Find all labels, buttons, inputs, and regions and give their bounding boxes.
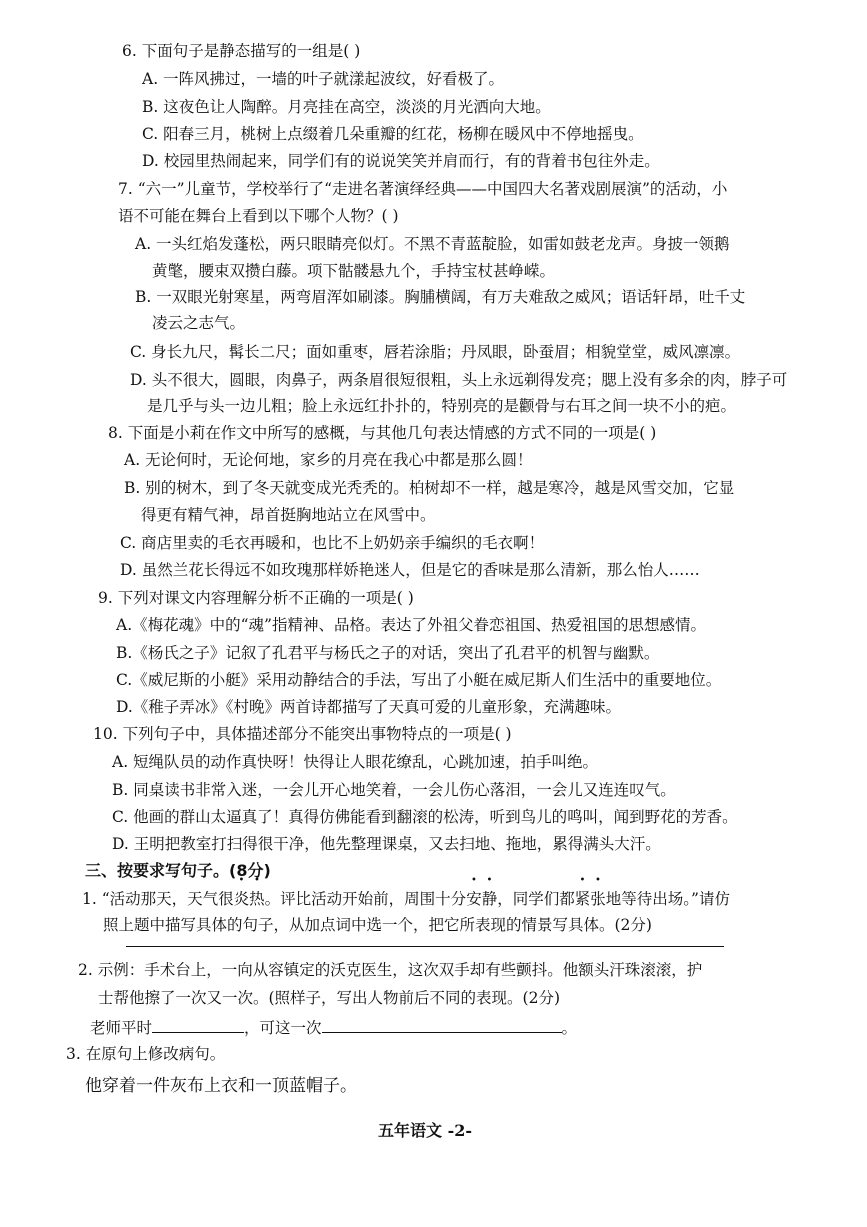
s2-line2: 士帮他擦了一次又一次。(照样子，写出人物前后不同的表现。(2分): [98, 989, 561, 1007]
s1-line1: [82, 889, 730, 909]
q7-stem-line1: 7. “六一”儿童节，学校举行了“走进名著演绎经典——中国四大名著戏剧展演”的活动，小: [118, 180, 728, 198]
q8-stem: 8. 下面是小莉在作文中所写的感概，与其他几句表达情感的方式不同的一项是( ): [108, 424, 657, 442]
s2-blank-1[interactable]: [152, 1016, 244, 1033]
dotted-word-2: 安静: [466, 890, 498, 908]
s2-blank-2[interactable]: [322, 1016, 562, 1033]
q10-option-d: D. 王明把教室打扫得很干净，他先整理课桌，又去扫地、拖地，累得满头大汗。: [112, 835, 661, 853]
q10-option-b: B. 同桌读书非常入迷，一会儿开心地笑着，一会儿伤心落泪，一会儿又连连叹气。: [112, 781, 676, 799]
q8-option-b-line2: 得更有精气神，昂首挺胸地站立在风雪中。: [141, 506, 436, 524]
s1-text-mid2: ，同学们都: [497, 890, 575, 908]
q10-stem: 10. 下列句子中，具体描述部分不能突出事物特点的一项是( ): [93, 725, 512, 743]
dotted-word-1: 炎热: [233, 890, 265, 908]
q7-option-b-line2: 凌云之志气。: [152, 314, 246, 332]
q6-option-c: C. 阳春三月，桃树上点缀着几朵重瓣的红花，杨柳在暖风中不停地摇曳。: [142, 125, 644, 143]
page-footer: 五年语文 -2-: [378, 1121, 472, 1140]
q7-option-d-line1: D. 头不很大，圆眼，肉鼻子，两条眉很短很粗，头上永远剃得发亮；腮上没有多余的肉，脖子可: [130, 371, 788, 389]
q8-option-c: C. 商店里卖的毛衣再暖和，也比不上奶奶亲手编织的毛衣啊！: [120, 534, 545, 552]
s1-text-mid: 。评比活动开始前，周围十分: [264, 890, 467, 908]
q7-option-c: C. 身长九尺，髯长二尺；面如重枣，唇若涂脂；丹凤眼，卧蚕眉；相貌堂堂，威风凛凛。: [130, 343, 741, 361]
q6-option-b: B. 这夜色让人陶醉。月亮挂在高空，淡淡的月光洒向大地。: [142, 98, 551, 116]
q9-option-d: D.《稚子弄冰》《村晚》两首诗都描写了天真可爱的儿童形象，充满趣味。: [116, 698, 622, 716]
q8-option-a: A. 无论何时，无论何地，家乡的月亮在我心中都是那么圆！: [124, 451, 533, 469]
s2-fill-label-c: 。: [561, 1019, 578, 1037]
q9-option-c: C.《威尼斯的小艇》采用动静结合的手法，写出了小艇在威尼斯人们生活中的重要地位。: [116, 671, 722, 689]
q8-option-b-line1: B. 别的树木，到了冬天就变成光秃秃的。柏树却不一样，越是寒冷，越是风雪交加，它显: [124, 479, 735, 497]
q7-stem-line2: 语不可能在舞台上看到以下哪个人物？( ): [118, 207, 399, 225]
q10-option-c: C. 他画的群山太逼真了！真得仿佛能看到翻滚的松涛，听到鸟儿的鸣叫，闻到野花的芳香。: [112, 808, 738, 826]
s1-text-pre: 1. “活动那天，天气很: [82, 890, 234, 908]
s2-line1: 2. 示例：手术台上，一向从容镇定的沃克医生，这次双手却有些颤抖。他额头汗珠滚滚，护: [78, 961, 703, 979]
q9-stem: 9. 下列对课文内容理解分析不正确的一项是( ): [98, 589, 414, 607]
q6-option-d: D. 校园里热闹起来，同学们有的说说笑笑并肩而行，有的背着书包往外走。: [142, 152, 660, 170]
s1-line2: 照上题中描写具体的句子，从加点词中选一个，把它所表现的情景写具体。(2分): [103, 916, 652, 934]
s1-answer-line[interactable]: [126, 946, 724, 947]
section-title: 三、按要求写句子。(8分): [85, 861, 271, 880]
s2-fill-label-b: ，可这一次: [244, 1019, 322, 1037]
s1-text-post: 地等待出场。”请仿: [605, 890, 730, 908]
q6-option-a: A. 一阵风拂过，一墙的叶子就漾起波纹，好看极了。: [142, 70, 505, 88]
q10-option-a: A. 短绳队员的动作真快呀！快得让人眼花缭乱，心跳加速，拍手叫绝。: [112, 753, 599, 771]
q9-option-b: B.《杨氏之子》记叙了孔君平与杨氏之子的对话，突出了孔君平的机智与幽默。: [116, 644, 660, 662]
s2-fill-row: [90, 1016, 577, 1038]
q7-option-d-line2: 是几乎与头一边儿粗；脸上永远红扑扑的，特别亮的是颧骨与右耳之间一块不小的疤。: [147, 397, 737, 415]
q9-option-a: A.《梅花魂》中的“魂”指精神、品格。表达了外祖父眷恋祖国、热爱祖国的思想感情。: [116, 616, 706, 634]
q7-option-a-line1: A. 一头红焰发蓬松，两只眼睛亮似灯。不黑不青蓝靛脸，如雷如鼓老龙声。身披一领鹅: [135, 235, 730, 253]
q7-option-b-line1: B. 一双眼光射寒星，两弯眉浑如刷漆。胸脯横阔，有万夫难敌之威风；语话轩昂，吐千丈: [135, 288, 746, 306]
s3-stem: 3. 在原句上修改病句。: [66, 1045, 226, 1063]
q6-stem: 6. 下面句子是静态描写的一组是( ): [122, 42, 361, 60]
s2-fill-label-a: 老师平时: [90, 1019, 153, 1037]
dotted-word-3: 紧张: [574, 890, 606, 908]
q8-option-d: D. 虽然兰花长得远不如玫瑰那样娇艳迷人，但是它的香味是那么清新，那么怡人……: [120, 561, 700, 579]
q7-option-a-line2: 黄氅，腰束双攒白藤。项下骷髅悬九个，手持宝杖甚峥嵘。: [152, 262, 556, 280]
s3-sentence[interactable]: 他穿着一件灰布上衣和一顶蓝帽子。: [85, 1076, 357, 1096]
